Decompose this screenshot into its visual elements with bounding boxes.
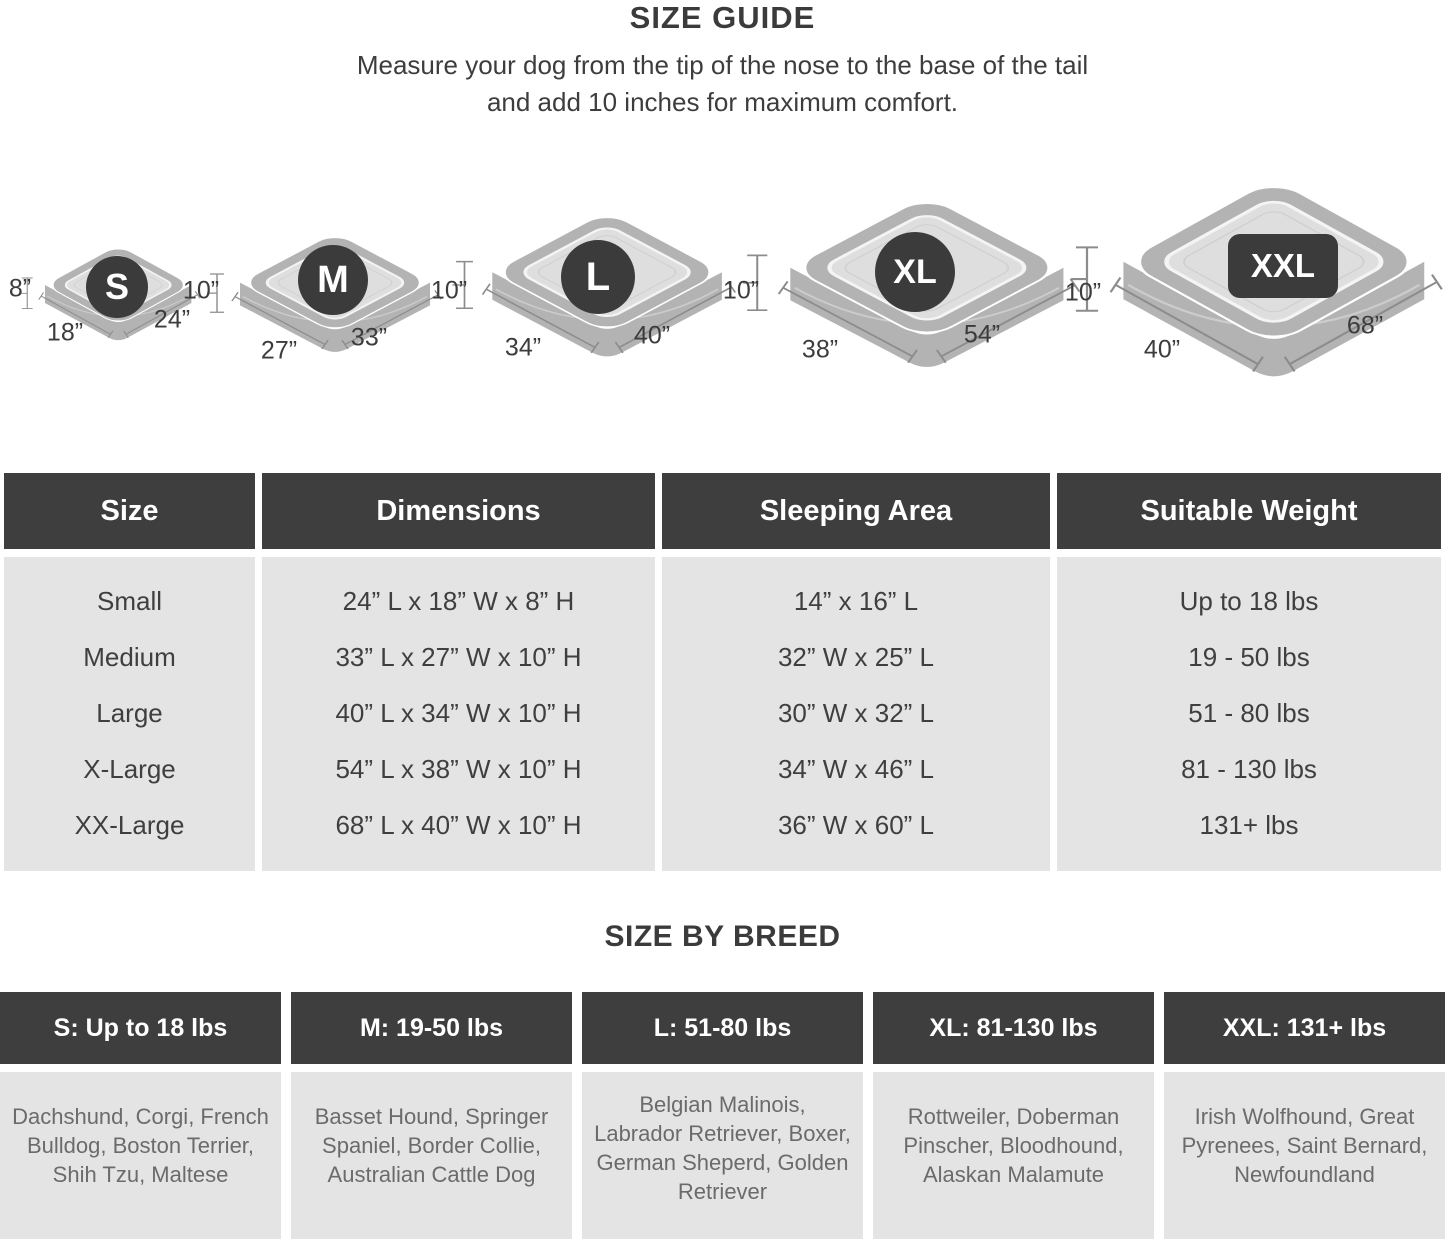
breed-section-title: SIZE BY BREED xyxy=(604,920,841,953)
breed-header-s: S: Up to 18 lbs xyxy=(0,992,281,1064)
breed-header-m: M: 19-50 lbs xyxy=(291,992,572,1064)
table-cell: 34” W x 46” L xyxy=(777,753,935,784)
table-cell: XX-Large xyxy=(74,809,185,840)
bed-width-label-m: 27” xyxy=(260,336,298,365)
bed-width-label-l: 34” xyxy=(504,333,542,362)
breed-list-xxl: Irish Wolfhound, Great Pyrenees, Saint Bernard, Newfoundland xyxy=(1164,1072,1445,1239)
page-subtitle xyxy=(0,47,1445,121)
table-cell: 51 - 80 lbs xyxy=(1188,697,1310,728)
size-table-header-dimensions: Dimensions xyxy=(262,473,655,549)
size-table-column-sleeping-area xyxy=(662,473,1050,871)
breed-header-xxl: XXL: 131+ lbs xyxy=(1164,992,1445,1064)
bed-size-badge-l: L xyxy=(561,240,635,314)
bed-height-label-l: 10” xyxy=(430,276,468,305)
size-table-column-size xyxy=(4,473,255,871)
bed-height-label-xxl: 10” xyxy=(1064,278,1102,307)
subtitle-line-1: Measure your dog from the tip of the nose to the base of the tail xyxy=(356,50,1089,80)
bed-length-label-l: 40” xyxy=(633,321,671,350)
bed-length-label-m: 33” xyxy=(350,323,388,352)
breed-column-m xyxy=(291,992,572,1239)
table-cell: 81 - 130 lbs xyxy=(1181,753,1317,784)
bed-length-label-xxl: 68” xyxy=(1346,311,1384,340)
table-cell: 30” W x 32” L xyxy=(777,697,935,728)
size-table-column-dimensions xyxy=(262,473,655,871)
bed-height-label-xl: 10” xyxy=(722,276,760,305)
table-cell: 14” x 16” L xyxy=(793,585,919,616)
table-cell: 24” L x 18” W x 8” H xyxy=(342,585,575,616)
size-table-body-sleeping-area xyxy=(662,557,1050,871)
size-table-header-suitable-weight: Suitable Weight xyxy=(1057,473,1441,549)
table-cell: X-Large xyxy=(83,753,176,784)
size-table-body-dimensions xyxy=(262,557,655,871)
breed-list-s: Dachshund, Corgi, French Bulldog, Boston Terrier, Shih Tzu, Maltese xyxy=(0,1072,281,1239)
bed-height-label-s: 8” xyxy=(8,274,32,303)
table-cell: 33” L x 27” W x 10” H xyxy=(335,641,582,672)
table-cell: 40” L x 34” W x 10” H xyxy=(335,697,582,728)
table-cell: 68” L x 40” W x 10” H xyxy=(335,809,582,840)
bed-length-label-xl: 54” xyxy=(963,320,1001,349)
table-cell: 54” L x 38” W x 10” H xyxy=(335,753,582,784)
subtitle-line-2: and add 10 inches for maximum comfort. xyxy=(486,87,959,117)
bed-size-badge-xxl: XXL xyxy=(1228,234,1338,298)
size-table-column-suitable-weight xyxy=(1057,473,1441,871)
breed-column-l xyxy=(582,992,863,1239)
bed-size-badge-xl: XL xyxy=(875,232,955,312)
table-cell: 32” W x 25” L xyxy=(777,641,935,672)
breed-list-xl: Rottweiler, Doberman Pinscher, Bloodhound, Alaskan Malamute xyxy=(873,1072,1154,1239)
bed-width-label-xl: 38” xyxy=(801,335,839,364)
size-table-body-size xyxy=(4,557,255,871)
page-title: SIZE GUIDE xyxy=(629,0,816,35)
table-cell: Medium xyxy=(83,641,176,672)
breed-header-l: L: 51-80 lbs xyxy=(582,992,863,1064)
breed-list-m: Basset Hound, Springer Spaniel, Border Collie, Australian Cattle Dog xyxy=(291,1072,572,1239)
breed-header-xl: XL: 81-130 lbs xyxy=(873,992,1154,1064)
table-cell: Up to 18 lbs xyxy=(1179,585,1319,616)
breed-list-l: Belgian Malinois, Labrador Retriever, Boxer, German Sheperd, Golden Retriever xyxy=(582,1072,863,1239)
bed-height-label-m: 10” xyxy=(182,276,220,305)
table-cell: Small xyxy=(96,585,162,616)
table-cell: 36” W x 60” L xyxy=(777,809,935,840)
bed-size-badge-m: M xyxy=(298,245,368,315)
bed-width-label-xxl: 40” xyxy=(1143,335,1181,364)
size-table-body-suitable-weight xyxy=(1057,557,1441,871)
table-cell: 19 - 50 lbs xyxy=(1188,641,1310,672)
breed-column-xl xyxy=(873,992,1154,1239)
table-cell: 131+ lbs xyxy=(1199,809,1299,840)
bed-width-label-s: 18” xyxy=(46,318,84,347)
breed-column-s xyxy=(0,992,281,1239)
size-table-header-size: Size xyxy=(4,473,255,549)
size-table-header-sleeping-area: Sleeping Area xyxy=(662,473,1050,549)
bed-length-label-s: 24” xyxy=(153,305,191,334)
breed-column-xxl xyxy=(1164,992,1445,1239)
bed-size-badge-s: S xyxy=(86,256,148,318)
table-cell: Large xyxy=(96,697,163,728)
